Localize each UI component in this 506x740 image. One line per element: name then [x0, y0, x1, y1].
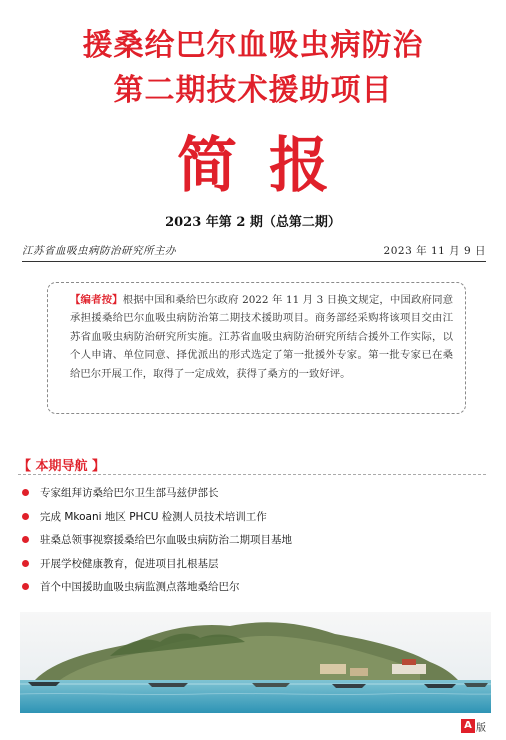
page-suffix: 版 [476, 722, 486, 734]
nav-divider [18, 474, 486, 475]
editor-note-tag: 【编者按】 [70, 294, 123, 306]
nav-item[interactable] [22, 528, 492, 552]
page-marker [461, 719, 486, 733]
bullet-dot-icon [22, 513, 29, 520]
nav-item[interactable] [22, 575, 492, 599]
bullet-dot-icon [22, 536, 29, 543]
nav-item-label: 专家组拜访桑给巴尔卫生部马兹伊部长 [40, 487, 219, 500]
bullet-dot-icon [22, 583, 29, 590]
editor-note [70, 291, 453, 383]
publication-date: 2023 年 11 月 9 日 [383, 245, 486, 257]
nav-item-label: 首个中国援助血吸虫病监测点落地桑给巴尔 [40, 581, 240, 594]
editor-note-box [47, 282, 466, 414]
header-divider [22, 261, 486, 262]
nav-item[interactable] [22, 505, 492, 529]
nav-item-label: 开展学校健康教育，促进项目扎根基层 [40, 557, 219, 570]
nav-item[interactable] [22, 552, 492, 576]
bullet-dot-icon [22, 560, 29, 567]
editor-note-text: 根据中国和桑给巴尔政府 2022 年 11 月 3 日换文规定，中国政府同意承担援桑给巴尔血吸虫病防治第二期技术援助项目。商务部经采购将该项目交由江苏省血吸虫病防治研究所实施。江苏省血吸虫病防治研究所结合援外工作实际，以个人申请、单位同意、择优派出的形式选定了第一批援外专家。第一批专家已在桑给巴尔开展工作，取得了一定成效，获得了桑方的一致好评。 [70, 294, 454, 380]
nav-item-label: 完成 Mkoani 地区 PHCU 检测人员技术培训工作 [40, 510, 267, 523]
nav-item[interactable] [22, 481, 492, 505]
nav-heading: 【 本期导航 】 [18, 459, 106, 474]
bulletin-title: 简报 [177, 131, 361, 201]
nav-list [22, 481, 492, 599]
cover-photo [20, 612, 491, 713]
masthead-title-line-1: 援桑给巴尔血吸虫病防治 [82, 28, 424, 63]
nav-item-label: 驻桑总领事视察援桑给巴尔血吸虫病防治二期项目基地 [40, 534, 292, 547]
issue-number: 2023 年第 2 期（总第二期） [165, 215, 341, 230]
bullet-dot-icon [22, 489, 29, 496]
page-letter-badge: A [461, 719, 475, 733]
organizer-label: 江苏省血吸虫病防治研究所主办 [22, 245, 176, 257]
header-bar [22, 243, 486, 265]
masthead-title-line-2: 第二期技术援助项目 [113, 73, 393, 108]
